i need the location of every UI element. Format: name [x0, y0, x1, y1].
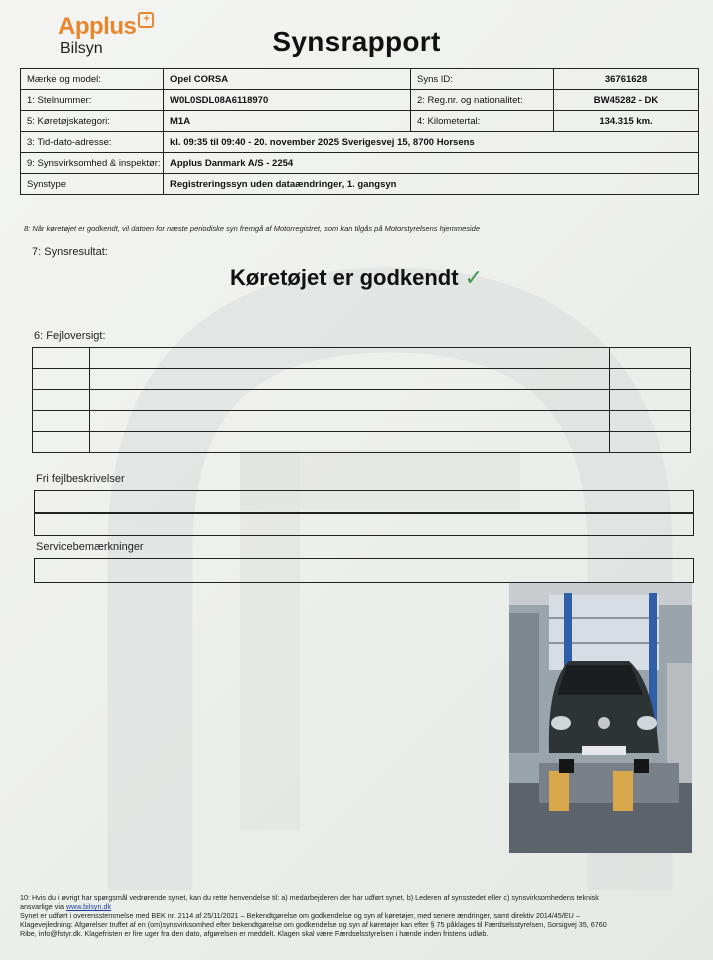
footer-line-2 — [20, 902, 700, 911]
registration-value: BW45282 - DK — [554, 90, 699, 111]
table-row — [21, 111, 699, 132]
inspection-type-value: Registreringssyn uden dataændringer, 1. gangsyn — [164, 174, 699, 195]
vehicle-info-table — [20, 68, 699, 195]
free-fault-field-1 — [34, 490, 694, 513]
footer-line-5: Ribe, info@fstyr.dk. Klagefristen er fire uger fra den dato, afgørelsen er meddelt. Klagen skal være Færdselsstyrelsen i hænde inden fristens udløb. — [20, 929, 489, 938]
make-value: Opel CORSA — [164, 69, 411, 90]
footer-legal-text — [20, 893, 700, 938]
mileage-label: 4: Kilometertal: — [411, 111, 554, 132]
time-date-address-value: kl. 09:35 til 09:40 - 20. november 2025 Sverigesvej 15, 8700 Horsens — [164, 132, 699, 153]
table-row — [33, 390, 691, 411]
next-inspection-note: 8: Når køretøjet er godkendt, vil datoen for næste periodiske syn fremgå af Motorregistret, som kan tilgås på Motorstyrelsens hjemmeside — [24, 224, 481, 233]
page-title: Synsrapport — [272, 26, 441, 57]
approval-text: Køretøjet er godkendt — [229, 265, 459, 290]
inspection-id-label: Syns ID: — [411, 69, 554, 90]
bilsyn-link[interactable]: www.bilsyn.dk — [65, 902, 112, 911]
table-row — [33, 411, 691, 432]
vin-value: W0L0SDL08A6118970 — [164, 90, 411, 111]
free-fault-field-2 — [34, 513, 694, 536]
vehicle-category-label: 5: Køretøjskategori: — [21, 111, 164, 132]
table-row — [33, 432, 691, 453]
vehicle-category-value: M1A — [164, 111, 411, 132]
fault-overview-table — [32, 347, 691, 453]
vin-label: 1: Stelnummer: — [21, 90, 164, 111]
free-fault-label: Fri fejlbeskrivelser — [36, 473, 125, 485]
table-row — [33, 348, 691, 369]
table-row — [21, 174, 699, 195]
footer-line-1: 10: Hvis du i øvrigt har spørgsmål vedrørende synet, kan du rette henvendelse til: a) medarbejderen der har udført synet, b) Lederen af synsstedet eller c) synsvirksomhedens teknisk — [20, 893, 599, 902]
footer-line-3: Synet er udført i overensstemmelse med BEK nr. 2114 af 25/11/2021 – Bekendtgørelse om godkendelse og syn af køretøjer, med senere ændringer, samt direktiv 2014/45/EU – — [20, 911, 580, 920]
table-row — [21, 90, 699, 111]
check-icon: ✓ — [464, 265, 483, 290]
service-remarks-label: Servicebemærkninger — [36, 541, 144, 553]
company-inspector-value: Applus Danmark A/S - 2254 — [164, 153, 699, 174]
registration-label: 2: Reg.nr. og nationalitet: — [411, 90, 554, 111]
approval-status — [0, 265, 713, 291]
vehicle-photo — [509, 583, 692, 853]
table-row — [21, 153, 699, 174]
service-remarks-field — [34, 558, 694, 583]
table-row — [21, 69, 699, 90]
fault-overview-label: 6: Fejloversigt: — [34, 330, 106, 342]
company-inspector-label: 9: Synsvirksomhed & inspektør: — [21, 153, 164, 174]
vehicle-photo-image — [509, 583, 692, 853]
table-row — [33, 369, 691, 390]
logo-subtitle: Bilsyn — [60, 40, 103, 57]
footer-line-2-text: ansvarlige via — [20, 902, 66, 911]
time-date-address-label: 3: Tid-dato-adresse: — [21, 132, 164, 153]
mileage-value: 134.315 km. — [554, 111, 699, 132]
table-row — [21, 132, 699, 153]
result-label: 7: Synsresultat: — [32, 246, 108, 258]
make-label: Mærke og model: — [21, 69, 164, 90]
logo-plus-icon: + — [138, 12, 154, 28]
inspection-id-value: 36761628 — [554, 69, 699, 90]
inspection-type-label: Synstype — [21, 174, 164, 195]
footer-line-4: Klagevejledning: Afgørelser truffet af en (om)synsvirksomhed efter bekendtgørelse om godkendelse og syn af køretøjer kan efter § 75 påklages til Færdselsstyrelsen, Sorsigvej 35, 6760 — [20, 920, 607, 929]
logo-brand-text: Applus — [58, 13, 137, 40]
